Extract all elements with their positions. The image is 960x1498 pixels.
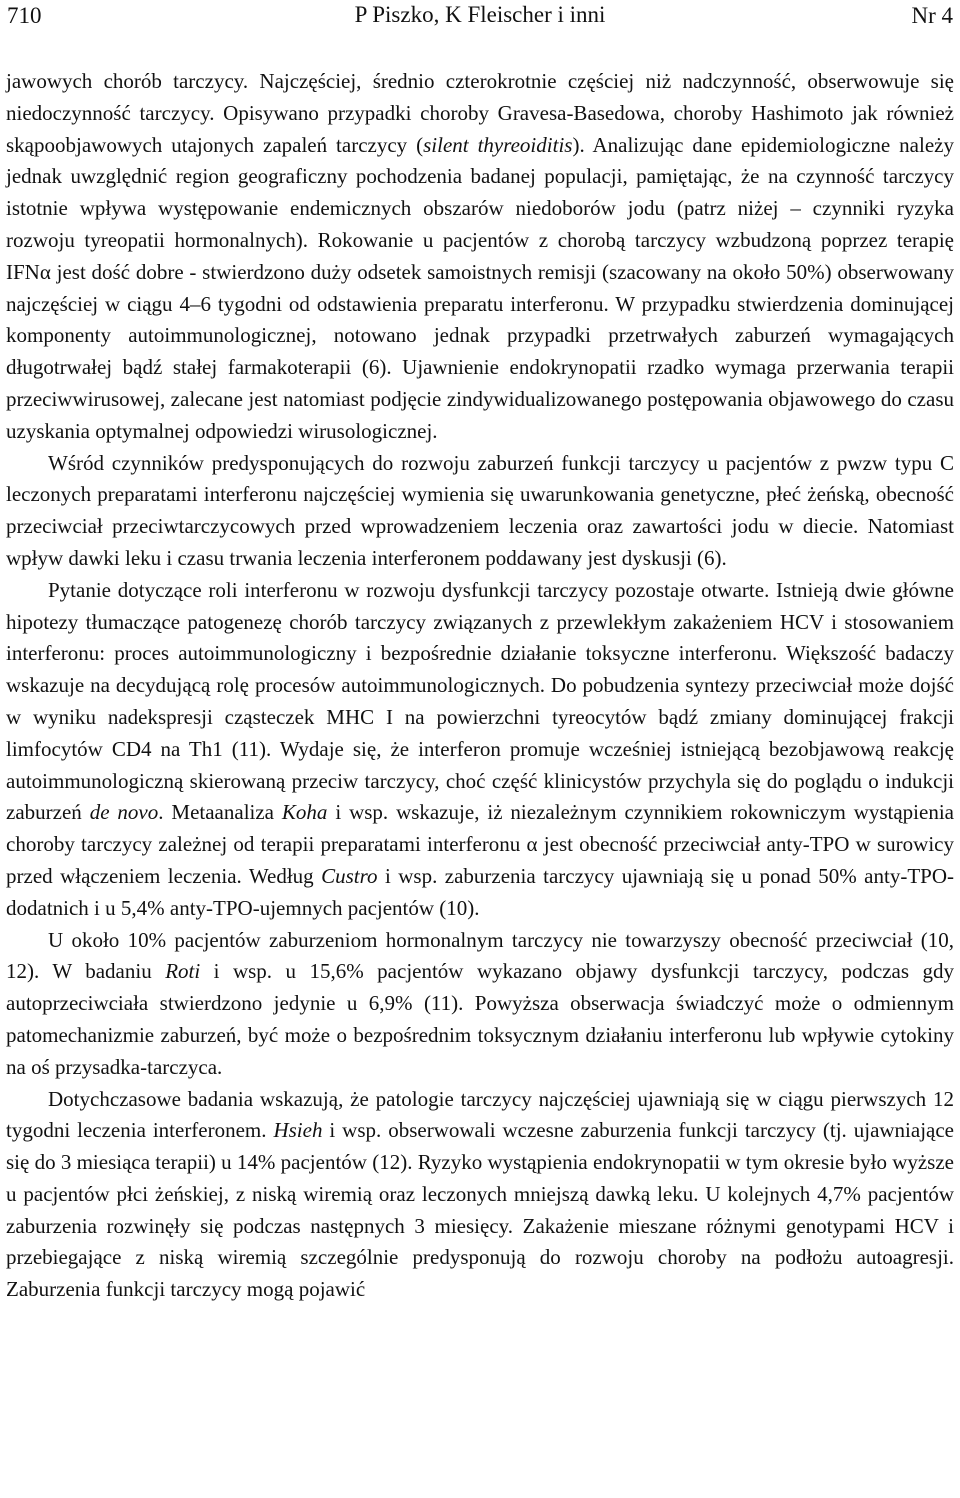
italic-text-segment: Koha	[281, 800, 328, 825]
italic-text-segment: Hsieh	[273, 1118, 323, 1143]
paragraph	[6, 925, 954, 1084]
text-segment: Dotychczasowe badania wskazują, że patologie tarczycy najczęściej ujawniają się w ciągu pierwszych 12 tygodni leczenia interferonem.	[6, 1086, 954, 1143]
text-segment: i wsp. obserwowali wczesne zaburzenia funkcji tarczycy (tj. ujawniające się do 3 miesiąca terapii) u 14% pacjentów (12). Ryzyko wystąpienia endokrynopatii w tym okresie było wyższe u pacjentów płci żeńskiej, z niską wiremią oraz leczonych mniejszą dawką leku. U kolejnych 4,7% pacjentów zaburzenia rozwinęły się podczas następnych 3 miesięcy. Zakażenie mieszane różnymi genotypami HCV i przebiegające z niską wiremią szczególnie predysponują do rozwoju choroby na podłożu autoagresji. Zaburzenia funkcji tarczycy mogą pojawić	[6, 1118, 955, 1302]
italic-text-segment: Roti	[165, 959, 201, 984]
italic-text-segment: Custro	[321, 863, 378, 888]
text-segment: i wsp. wskazuje, iż niezależnym czynnikiem rokowniczym wystąpienia choroby tarczycy zależnej od terapii preparatami interferonu α jest obecność przeciwciał anty-TPO w surowicy przed włączeniem leczenia. Według	[6, 800, 954, 888]
italic-text-segment: silent thyreoiditis	[423, 132, 573, 157]
paragraph	[6, 1084, 954, 1307]
text-segment: Wśród czynników predysponujących do rozwoju zaburzeń funkcji tarczycy u pacjentów z pwzw typu C leczonych preparatami interferonu najczęściej wymienia się uwarunkowania genetyczne, płeć żeńską, obecność przeciwciał przeciwtarczycowych przed wprowadzeniem leczenia oraz zawartości jodu w diecie. Natomiast wpływ dawki leku i czasu trwania leczenia interferonem poddawany jest dyskusji (6).	[6, 450, 954, 570]
text-segment: i wsp. u 15,6% pacjentów wykazano objawy dysfunkcji tarczycy, podczas gdy autoprzeciwciała stwierdzono jedynie u 6,9% (11). Powyższa obserwacja świadczyć może o odmiennym patomechanizmie zaburzeń, być może o bezpośrednim toksycznym działaniu interferonu lub wpływie cytokiny na oś przysadka-tarczyca.	[6, 959, 955, 1079]
running-title: P Piszko, K Fleischer i inni	[354, 2, 606, 27]
page-header	[0, 0, 960, 40]
text-segment: U około 10% pacjentów zaburzeniom hormonalnym tarczycy nie towarzyszy obecność przeciwciał (10, 12). W badaniu	[6, 927, 954, 984]
page-number: 710	[7, 3, 42, 28]
text-segment: jawowych chorób tarczycy. Najczęściej, średnio czterokrotnie częściej niż nadczynność, obserwowuje się niedoczynność tarczycy. Opisywano przypadki choroby Gravesa-Basedowa, choroby Hashimoto jak również skąpoobjawowych utajonych zapaleń tarczycy (	[6, 69, 954, 157]
paragraph	[6, 66, 954, 448]
issue-number: Nr 4	[911, 3, 953, 28]
article-body	[6, 66, 954, 1306]
text-segment: . Metaanaliza	[158, 800, 282, 825]
italic-text-segment: de novo	[89, 800, 159, 825]
paragraph	[6, 448, 954, 575]
paragraph	[6, 575, 954, 925]
text-segment: ). Analizując dane epidemiologiczne należy jednak uwzględnić region geograficzny pochodzenia badanej populacji, pamiętając, że na czynność tarczycy istotnie wpływa występowanie endemicznych obszarów niedoborów jodu (patrz niżej – czynniki ryzyka rozwoju tyreopatii hormonalnych). Rokowanie u pacjentów z chorobą tarczycy wzbudzoną poprzez terapię IFNα jest dość dobre - stwierdzono duży odsetek samoistnych remisji (szacowany na około 50%) obserwowany najczęściej w ciągu 4–6 tygodni od odstawienia preparatu interferonu. W przypadku stwierdzenia dominującej komponenty autoimmunologicznej, notowano jednak przypadki przetrwałych zaburzeń wymagających długotrwałej bądź stałej farmakoterapii (6). Ujawnienie endokrynopatii rzadko wymaga przerwania terapii przeciwwirusowej, zalecane jest natomiast podjęcie zindywidualizowanego postępowania objawowego do czasu uzyskania optymalnej odpowiedzi wirusologicznej.	[6, 132, 954, 443]
text-segment: Pytanie dotyczące roli interferonu w rozwoju dysfunkcji tarczycy pozostaje otwarte. Istnieją dwie główne hipotezy tłumaczące patogenezę chorób tarczycy związanych z przewlekłym zakażeniem HCV i stosowaniem interferonu: proces autoimmunologiczny i bezpośrednie działanie toksyczne interferonu. Większość badaczy wskazuje na decydującą rolę procesów autoimmunologicznych. Do pobudzenia syntezy przeciwciał może dojść w wyniku nadekspresji cząsteczek MHC I na powierzchni tyreocytów bądź zmiany dominującej frakcji limfocytów CD4 na Th1 (11). Wydaje się, że interferon promuje wcześniej istniejącą bezobjawową reakcję autoimmunologiczną skierowaną przeciw tarczycy, choć część klinicystów przychyla się do poglądu o indukcji zaburzeń	[6, 577, 954, 825]
text-segment: i wsp. zaburzenia tarczycy ujawniają się u ponad 50% anty-TPO-dodatnich i u 5,4% anty-TPO-ujemnych pacjentów (10).	[6, 863, 954, 920]
